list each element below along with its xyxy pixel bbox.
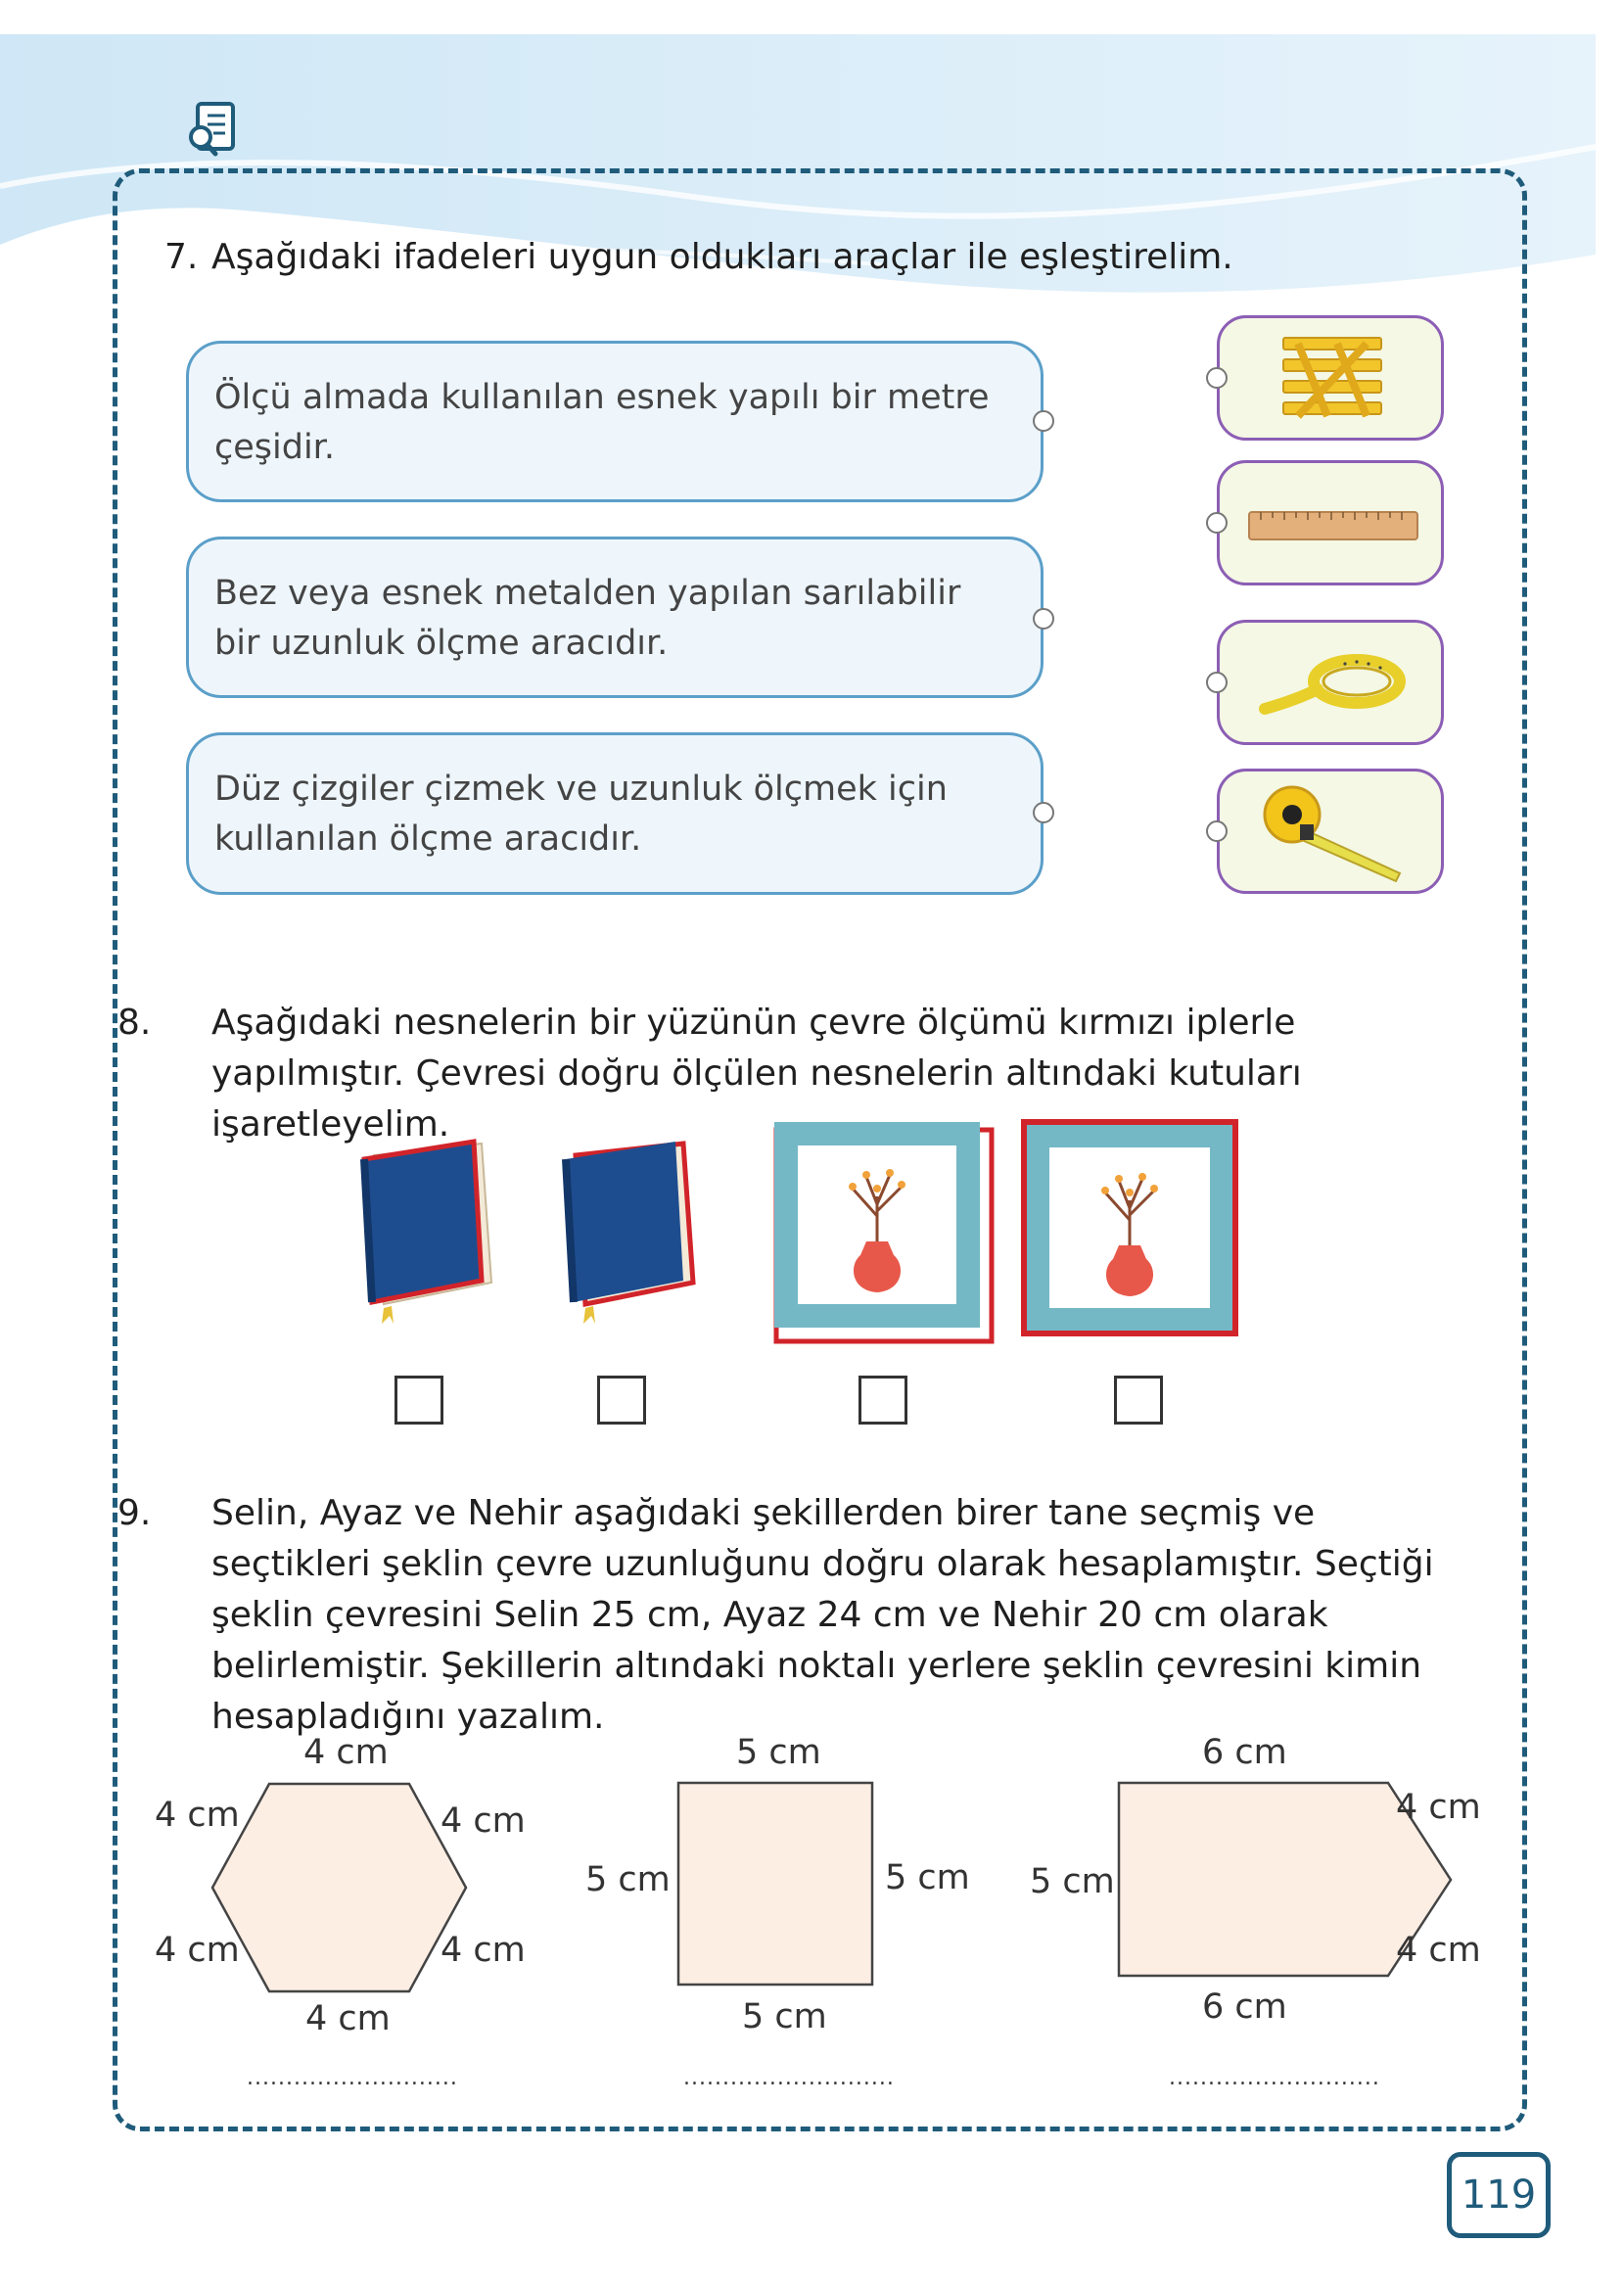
pentagon-answer-blank[interactable]: ........................... xyxy=(1169,2066,1380,2090)
hexagon-bottom-label: 4 cm xyxy=(305,1999,391,2038)
retractable-tape-icon xyxy=(1263,783,1410,885)
match-card-1 xyxy=(186,341,1044,502)
straight-ruler-icon xyxy=(1247,506,1419,545)
pentagon-left-label: 5 cm xyxy=(1030,1862,1115,1901)
hexagon-upper-right-label: 4 cm xyxy=(441,1801,526,1841)
answer-checkbox-4[interactable] xyxy=(1114,1376,1163,1425)
tool-card-3 xyxy=(1217,620,1444,745)
square-answer-blank[interactable]: ........................... xyxy=(683,2066,895,2090)
question-number: 9. xyxy=(117,1493,152,1533)
question-number: 8. xyxy=(117,1003,152,1043)
hexagon-upper-left-label: 4 cm xyxy=(155,1796,240,1835)
question-text: Aşağıdaki ifadeleri uygun oldukları araçlar ile eşleştirelim. xyxy=(211,237,1233,277)
card-text: Ölçü almada kullanılan esnek yapılı bir metre çeşidir. xyxy=(214,378,990,467)
tool-card-4 xyxy=(1217,769,1444,894)
folding-ruler-icon xyxy=(1278,332,1386,428)
square-top-label: 5 cm xyxy=(736,1733,821,1772)
match-dot-right-1[interactable] xyxy=(1206,367,1228,389)
book-icon xyxy=(345,1136,501,1332)
question-text: Selin, Ayaz ve Nehir aşağıdaki şekillerden birer tane seçmiş ve seçtikleri şeklin çevre uzunluğunu doğru olarak hesaplamıştır. Seçtiği şeklin çevresini Selin 25 cm, Ayaz 24 cm ve Nehir 20 cm olarak belirlemiştir. Şekillerin altındaki noktalı yerlere şeklin çevresini kimin hesapladığını yazalım. xyxy=(211,1493,1434,1737)
square-right-label: 5 cm xyxy=(885,1858,970,1897)
square-bottom-label: 5 cm xyxy=(742,1997,827,2036)
card-text: Bez veya esnek metalden yapılan sarılabilir bir uzunluk ölçme aracıdır. xyxy=(214,574,961,663)
match-card-2 xyxy=(186,537,1044,698)
pentagon-bottom-label: 6 cm xyxy=(1202,1987,1287,2027)
hexagon-answer-blank[interactable]: ........................... xyxy=(247,2066,458,2090)
pentagon-lower-right-label: 4 cm xyxy=(1396,1931,1481,1970)
match-card-3 xyxy=(186,732,1044,895)
square-shape xyxy=(675,1780,875,1989)
match-dot-left-3[interactable] xyxy=(1033,802,1054,823)
question-text: Aşağıdaki nesnelerin bir yüzünün çevre ölçümü kırmızı iplerle yapılmıştır. Çevresi doğru ölçülen nesnelerin altındaki kutuları işaretleyelim. xyxy=(211,1003,1302,1145)
match-dot-right-3[interactable] xyxy=(1206,672,1228,693)
hexagon-shape xyxy=(208,1780,472,1997)
worksheet-search-icon xyxy=(186,100,243,159)
question-7 xyxy=(164,232,1457,283)
framed-vase-picture-icon xyxy=(1018,1118,1245,1345)
pentagon-top-label: 6 cm xyxy=(1202,1733,1287,1772)
match-dot-right-2[interactable] xyxy=(1206,512,1228,534)
framed-vase-picture-icon xyxy=(768,1118,996,1345)
hexagon-top-label: 4 cm xyxy=(303,1733,389,1772)
answer-checkbox-3[interactable] xyxy=(858,1376,907,1425)
match-dot-left-2[interactable] xyxy=(1033,608,1054,630)
square-left-label: 5 cm xyxy=(585,1860,671,1899)
tool-card-1 xyxy=(1217,315,1444,441)
match-dot-left-1[interactable] xyxy=(1033,410,1054,432)
card-text: Düz çizgiler çizmek ve uzunluk ölçmek için kullanılan ölçme aracıdır. xyxy=(214,770,948,859)
hexagon-lower-right-label: 4 cm xyxy=(441,1931,526,1970)
tape-measure-icon xyxy=(1259,652,1406,719)
page-number: 119 xyxy=(1447,2152,1551,2238)
answer-checkbox-2[interactable] xyxy=(597,1376,646,1425)
match-dot-right-4[interactable] xyxy=(1206,820,1228,842)
book-icon xyxy=(546,1136,703,1332)
question-9 xyxy=(117,1488,1476,1743)
question-number: 7. xyxy=(164,237,199,277)
tool-card-2 xyxy=(1217,460,1444,585)
hexagon-lower-left-label: 4 cm xyxy=(155,1931,240,1970)
answer-checkbox-1[interactable] xyxy=(394,1376,443,1425)
pentagon-upper-right-label: 4 cm xyxy=(1396,1788,1481,1827)
